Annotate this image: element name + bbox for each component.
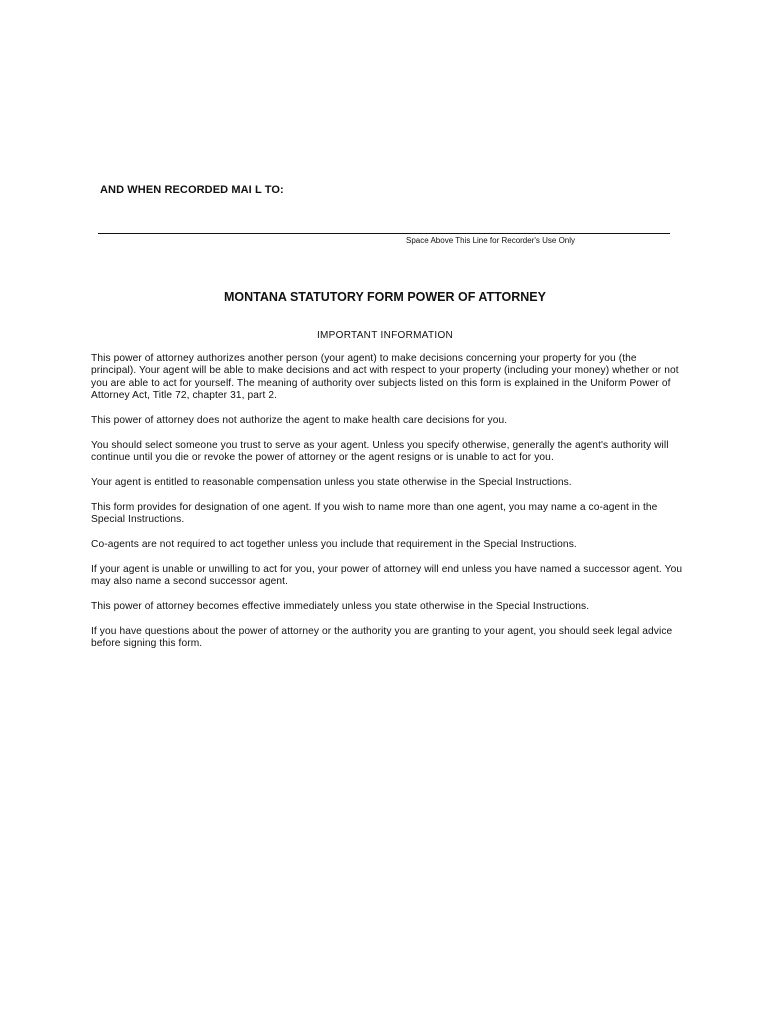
paragraph-legal-advice: If you have questions about the power of attorney or the authority you are granting to your agent, you should seek legal advice before signing this form.: [91, 625, 673, 650]
recorder-divider-line: [98, 233, 670, 234]
paragraph-co-agents-together: Co-agents are not required to act together unless you include that requirement in the Special Instructions.: [91, 539, 577, 551]
paragraph-authority: This power of attorney authorizes another person (your agent) to make decisions concerning your property for you (the principal). Your agent will be able to make decisions and act with respect to your property (including your money) whether or not you are able to act for yourself. The meaning of authority over subjects listed on this form is explained in the Uniform Power of Attorney Act, Title 72, chapter 31, part 2.: [91, 353, 679, 402]
body-text: [91, 353, 683, 663]
document-subtitle: IMPORTANT INFORMATION: [316, 330, 454, 341]
mail-to-label: AND WHEN RECORDED MAI L TO:: [100, 184, 284, 196]
paragraph-effective: This power of attorney becomes effective immediately unless you state otherwise in the Special Instructions.: [91, 601, 590, 613]
recorder-use-note: Space Above This Line for Recorder's Use Only: [406, 236, 576, 245]
paragraph-compensation: Your agent is entitled to reasonable compensation unless you state otherwise in the Special Instructions.: [91, 477, 572, 489]
paragraph-select-agent: You should select someone you trust to serve as your agent. Unless you specify otherwise, generally the agent's authority will continue until you die or revoke the power of attorney or the agent resigns or is unable to act for you.: [91, 439, 669, 464]
paragraph-health-care: This power of attorney does not authorize the agent to make health care decisions for you.: [91, 415, 508, 427]
document-title: MONTANA STATUTORY FORM POWER OF ATTORNEY: [224, 290, 546, 304]
paragraph-co-agent: This form provides for designation of one agent. If you wish to name more than one agent, you may name a co-agent in the Special Instructions.: [91, 501, 658, 526]
paragraph-successor-agent: If your agent is unable or unwilling to act for you, your power of attorney will end unless you have named a successor agent. You may also name a second successor agent.: [91, 563, 683, 588]
